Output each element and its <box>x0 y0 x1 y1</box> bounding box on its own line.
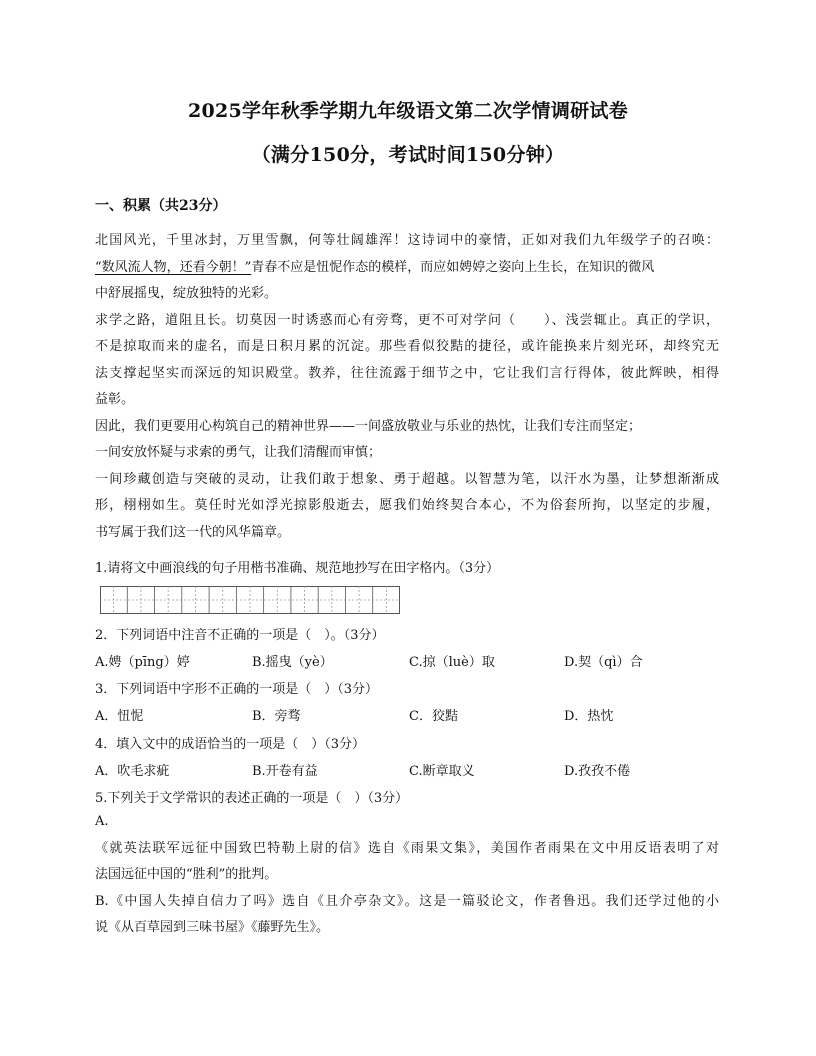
question-3-options <box>95 705 715 725</box>
option-a[interactable]: A.娉（pīng）婷 <box>95 655 190 670</box>
reading-passage <box>95 228 719 546</box>
question-5-options <box>95 809 719 942</box>
passage-line <box>95 255 719 282</box>
option-a[interactable]: A．忸怩 <box>95 709 144 724</box>
option-c[interactable]: C．狡黠 <box>409 709 458 724</box>
question-2: 2．下列词语中注音不正确的一项是（ ）。（3分） <box>95 628 385 643</box>
question-1: 1.请将文中画浪线的句子用楷书准确、规范地抄写在田字格内。（3分） <box>95 561 500 576</box>
passage-line: 不是掠取而来的虚名，而是日积月累的沉淀。那些看似狡黠的捷径，或许能换来片刻光环，却终究无 <box>95 339 719 354</box>
passage-line: 求学之路，道阻且长。切莫因一时诱惑而心有旁骛，更不可对学问（ ）、浅尝辄止。真正的学识， <box>95 312 719 328</box>
question-2-options <box>95 651 715 671</box>
passage-line: 北国风光，千里冰封，万里雪飘，何等壮阔雄浑！这诗词中的豪情，正如对我们九年级学子的召唤： <box>95 233 719 248</box>
option-b[interactable]: B.开卷有益 <box>252 764 318 779</box>
passage-line: 法支撑起坚实而深远的知识殿堂。教养，往往流露于细节之中，它让我们言行得体，彼此辉映，相得 <box>95 365 719 381</box>
option-b-text: 说《从百草园到三味书屋》《藤野先生》。 <box>95 920 330 935</box>
option-a-text: 法国远征中国的“胜利”的批判。 <box>95 867 278 882</box>
option-b[interactable]: B．旁骛 <box>252 709 301 724</box>
option-b-text[interactable]: B.《中国人失掉自信力了吗》选自《且介亭杂文》。这是一篇驳论文，作者鲁迅。我们还学过他的小 <box>95 893 719 909</box>
passage-line: 因此，我们更要用心构筑自己的精神世界——一间盛放敬业与乐业的热忱，让我们专注而坚定； <box>95 418 642 434</box>
option-a-label[interactable]: A. <box>95 814 109 829</box>
option-b[interactable]: B.摇曳（yè） <box>252 655 333 670</box>
passage-line: 益彰。 <box>95 392 135 407</box>
option-d[interactable]: D.契（qì）合 <box>564 655 643 670</box>
question-4: 4．填入文中的成语恰当的一项是（ ）（3分） <box>95 737 366 752</box>
question-3: 3．下列词语中字形不正确的一项是（ ）（3分） <box>95 682 379 697</box>
passage-line: 一间珍藏创造与突破的灵动，让我们敢于想象、勇于超越。以智慧为笔，以汗水为墨，让梦想渐渐成 <box>95 471 719 487</box>
passage-line: 形，栩栩如生。莫任时光如浮光掠影般逝去，愿我们始终契合本心，不为俗套所拘，以坚定的步履， <box>95 498 719 513</box>
question-5: 5.下列关于文学常识的表述正确的一项是（ ）（3分） <box>95 791 409 806</box>
passage-line: 书写属于我们这一代的风华篇章。 <box>95 524 291 540</box>
passage-line: 中舒展摇曳，绽放独特的光彩。 <box>95 286 278 301</box>
option-d[interactable]: D．热忱 <box>564 709 614 724</box>
option-d[interactable]: D.孜孜不倦 <box>564 764 631 779</box>
option-c[interactable]: C.断章取义 <box>409 764 475 779</box>
exam-subtitle: （满分150分，考试时间150分钟） <box>251 144 565 166</box>
passage-line: 一间安放怀疑与求索的勇气，让我们清醒而审慎； <box>95 445 382 460</box>
passage-text: 青春不应是忸怩作态的模样，而应如娉婷之姿向上生长，在知识的微风 <box>251 259 655 275</box>
option-a[interactable]: A．吹毛求疵 <box>95 764 170 779</box>
exam-title: 2025学年秋季学期九年级语文第二次学情调研试卷 <box>187 100 629 122</box>
wavy-underlined-sentence: “数风流人物，还看今朝！” <box>95 259 252 275</box>
option-c[interactable]: C.掠（luè）取 <box>409 655 495 670</box>
question-4-options <box>95 760 715 780</box>
option-a-text: 《就英法联军远征中国致巴特勒上尉的信》选自《雨果文集》，美国作者雨果在文中用反语表明了对 <box>95 840 719 856</box>
tianzige-grid[interactable] <box>100 586 400 614</box>
section-heading: 一、积累（共23分） <box>95 198 227 214</box>
